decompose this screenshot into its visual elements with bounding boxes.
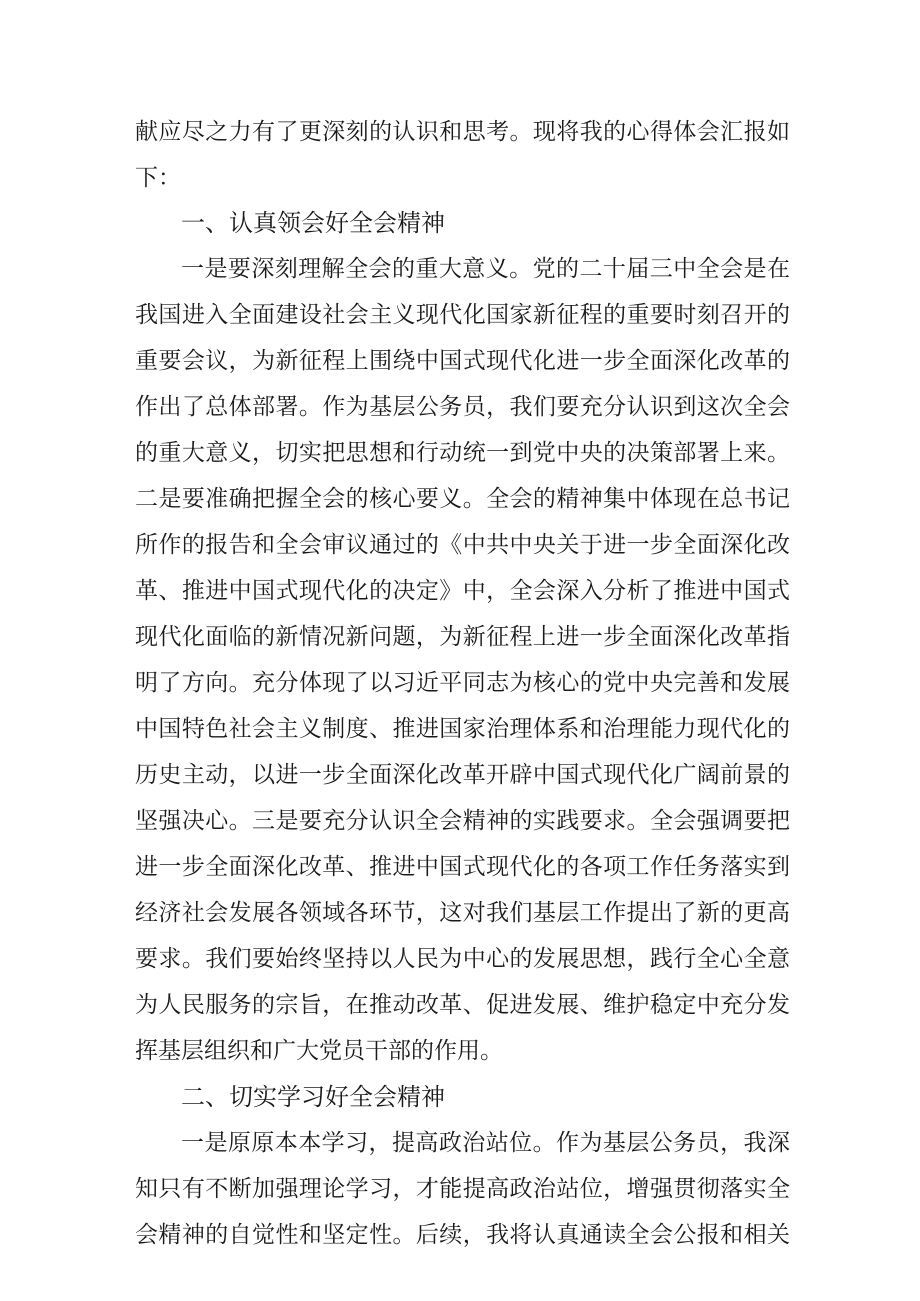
text-line: 进一步全面深化改革、推进中国式现代化的各项工作任务落实到 xyxy=(135,854,790,880)
text-line: 经济社会发展各领域各环节，这对我们基层工作提出了新的更高 xyxy=(135,900,790,926)
text-line: 作出了总体部署。作为基层公务员，我们要充分认识到这次全会 xyxy=(135,394,790,420)
text-line: 我国进入全面建设社会主义现代化国家新征程的重要时刻召开的 xyxy=(135,302,790,328)
text-line: 挥基层组织和广大党员干部的作用。 xyxy=(135,1038,503,1064)
text-line: 的重大意义，切实把思想和行动统一到党中央的决策部署上来。 xyxy=(135,440,790,466)
text-line: 知只有不断加强理论学习，才能提高政治站位，增强贯彻落实全 xyxy=(135,1176,790,1202)
text-line: 革、推进中国式现代化的决定》中，全会深入分析了推进中国式 xyxy=(135,578,790,604)
text-line: 坚强决心。三是要充分认识全会精神的实践要求。全会强调要把 xyxy=(135,808,790,834)
text-line: 二是要准确把握全会的核心要义。全会的精神集中体现在总书记 xyxy=(135,486,790,512)
section-heading: 二、切实学习好全会精神 xyxy=(181,1083,445,1111)
text-line: 历史主动，以进一步全面深化改革开辟中国式现代化广阔前景的 xyxy=(135,762,790,788)
text-line: 为人民服务的宗旨，在推动改革、促进发展、维护稳定中充分发 xyxy=(135,992,790,1018)
text-line: 一是原原本本学习，提高政治站位。作为基层公务员，我深 xyxy=(181,1130,790,1156)
text-line: 要求。我们要始终坚持以人民为中心的发展思想，践行全心全意 xyxy=(135,946,790,972)
text-line: 会精神的自觉性和坚定性。后续，我将认真通读全会公报和相关 xyxy=(135,1222,790,1248)
text-line: 所作的报告和全会审议通过的《中共中央关于进一步全面深化改 xyxy=(135,532,790,558)
text-line: 下： xyxy=(135,165,181,191)
text-line: 献应尽之力有了更深刻的认识和思考。现将我的心得体会汇报如 xyxy=(135,119,790,145)
text-line: 一是要深刻理解全会的重大意义。党的二十届三中全会是在 xyxy=(181,256,790,282)
section-heading: 一、认真领会好全会精神 xyxy=(181,209,445,237)
text-line: 中国特色社会主义制度、推进国家治理体系和治理能力现代化的 xyxy=(135,716,790,742)
text-line: 重要会议，为新征程上围绕中国式现代化进一步全面深化改革的 xyxy=(135,348,790,374)
text-line: 现代化面临的新情况新问题，为新征程上进一步全面深化改革指 xyxy=(135,624,790,650)
text-line: 明了方向。充分体现了以习近平同志为核心的党中央完善和发展 xyxy=(135,670,790,696)
